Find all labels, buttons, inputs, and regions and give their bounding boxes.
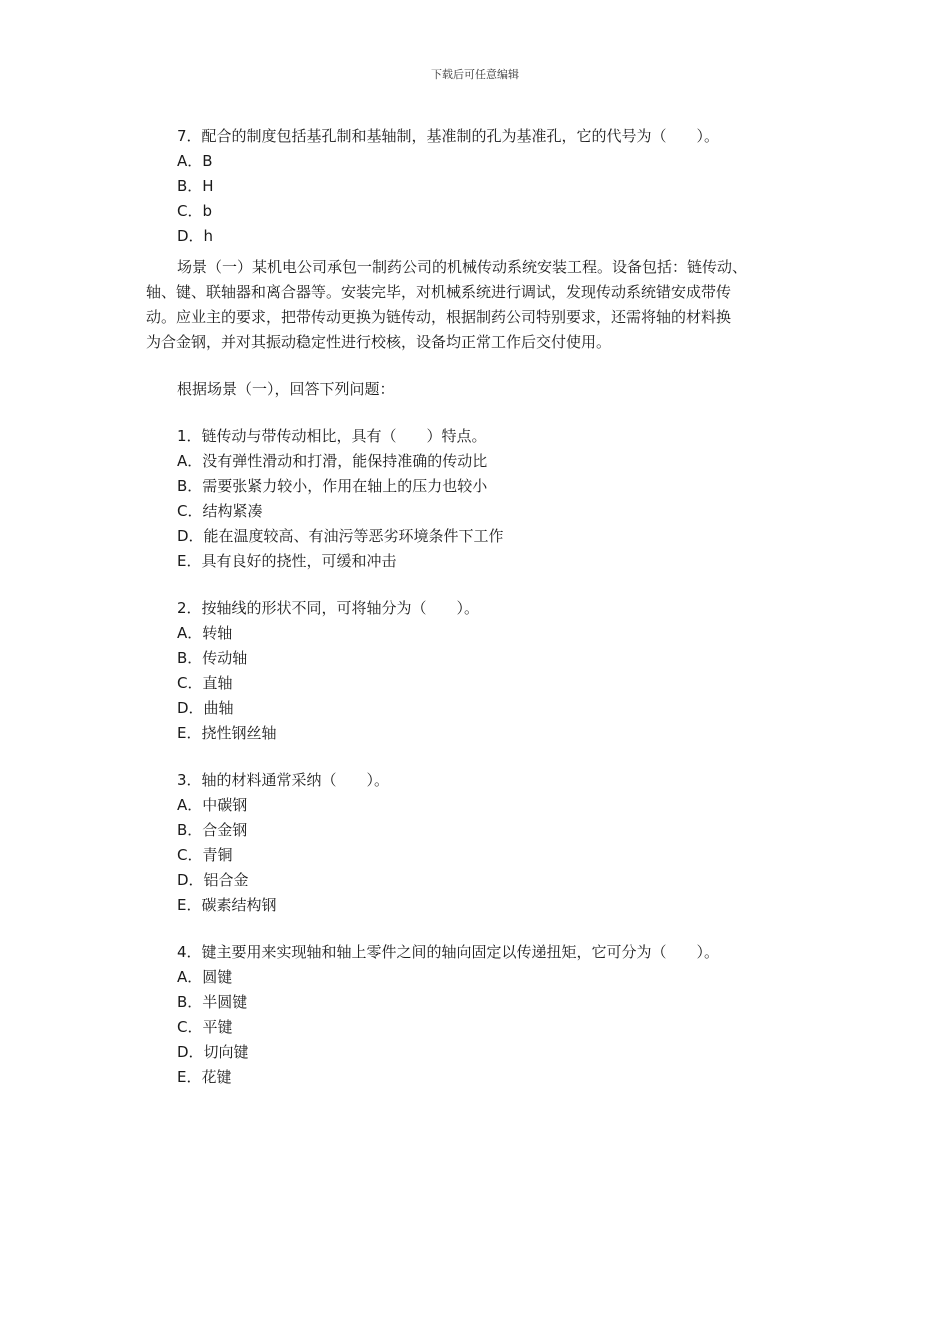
question-4-option-b: B．半圆键 [177,993,248,1011]
page-header: 下载后可任意编辑 [431,68,519,81]
scenario-line-3: 动。应业主的要求，把带传动更换为链传动，根据制药公司特别要求，还需将轴的材料换 [146,308,732,326]
question-3-option-c: C．青铜 [177,846,233,864]
question-2-option-c: C．直轴 [177,674,233,692]
question-7-option-a: A．B [177,152,213,170]
question-4-option-c: C．平键 [177,1018,233,1036]
question-2-text: 2．按轴线的形状不同，可将轴分为（ ）。 [177,599,480,617]
question-3-option-a: A．中碳钢 [177,796,248,814]
question-4-option-e: E．花键 [177,1068,232,1086]
question-7-option-c: C．b [177,202,212,220]
question-3-option-d: D．铝合金 [177,871,249,889]
question-7 [146,124,816,249]
question-1-option-c: C．结构紧凑 [177,502,263,520]
question-7-option-d: D．h [177,227,214,245]
question-1 [146,424,816,574]
question-1-option-a: A．没有弹性滑动和打滑，能保持准确的传动比 [177,452,488,470]
question-3-text: 3．轴的材料通常采纳（ ）。 [177,771,390,789]
question-1-text: 1．链传动与带传动相比，具有（ ）特点。 [177,427,487,445]
question-4 [146,940,816,1090]
question-7-option-b: B．H [177,177,214,195]
question-2-option-d: D．曲轴 [177,699,234,717]
scenario-line-2: 轴、键、联轴器和离合器等。安装完毕，对机械系统进行调试，发现传动系统错安成带传 [146,283,732,301]
question-4-option-a: A．圆键 [177,968,233,986]
question-1-option-e: E．具有良好的挠性，可缓和冲击 [177,552,397,570]
question-2-option-e: E．挠性钢丝轴 [177,724,277,742]
question-7-text: 7．配合的制度包括基孔制和基轴制，基准制的孔为基准孔，它的代号为（ ）。 [177,127,720,145]
question-3-option-e: E．碳素结构钢 [177,896,277,914]
question-2 [146,596,816,746]
scenario-paragraph [146,255,816,355]
question-2-option-a: A．转轴 [177,624,233,642]
question-3-option-b: B．合金钢 [177,821,248,839]
question-1-option-d: D．能在温度较高、有油污等恶劣环境条件下工作 [177,527,504,545]
question-1-option-b: B．需要张紧力较小，作用在轴上的压力也较小 [177,477,488,495]
scenario-prompt: 根据场景（一），回答下列问题： [177,380,395,398]
question-4-text: 4．键主要用来实现轴和轴上零件之间的轴向固定以传递扭矩，它可分为（ ）。 [177,943,720,961]
document-body [146,124,816,1090]
question-2-option-b: B．传动轴 [177,649,248,667]
scenario-line-1: 场景（一）某机电公司承包一制药公司的机械传动系统安装工程。设备包括：链传动、 [177,258,748,276]
scenario-line-4: 为合金钢，并对其振动稳定性进行校核，设备均正常工作后交付使用。 [146,333,612,351]
question-4-option-d: D．切向键 [177,1043,249,1061]
question-3 [146,768,816,918]
